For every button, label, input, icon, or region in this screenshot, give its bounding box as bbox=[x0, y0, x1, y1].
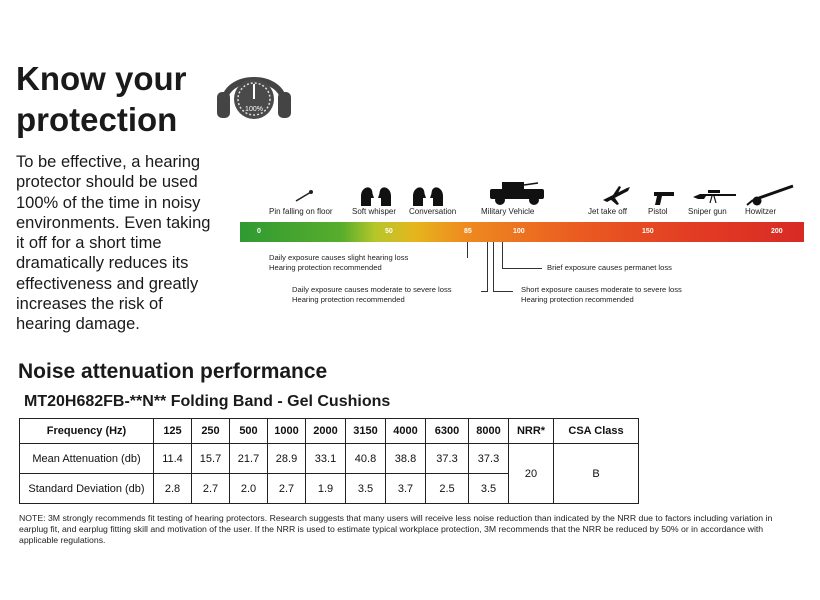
callout-line-85 bbox=[467, 242, 468, 258]
table-cell: 38.8 bbox=[386, 444, 426, 474]
note-brief-permanent: Brief exposure causes permanet loss bbox=[547, 263, 672, 272]
table-cell: 2.8 bbox=[154, 474, 192, 504]
header-cell: 250 bbox=[192, 419, 230, 444]
howitzer-icon bbox=[745, 184, 795, 206]
callout-line-brief bbox=[502, 242, 503, 269]
tick-200: 200 bbox=[771, 228, 783, 235]
header-cell: CSA Class bbox=[554, 419, 639, 444]
table-cell: 3.5 bbox=[346, 474, 386, 504]
pistol-icon bbox=[652, 190, 676, 206]
note-daily-moderate bbox=[292, 285, 452, 305]
footnote: NOTE: 3M strongly recommends fit testing of hearing protectors. Research suggests that many users will receive less noise reduction than indicated by the NRR due to factors including variation in earplug fit, and earplug fitting skill and motivation of the user. If the NRR is used to estimate typical workplace protection, 3M recommends that the NRR be reduced by 50% or in accordance with applicable regulations. bbox=[19, 513, 773, 545]
intro-text: To be effective, a hearing protector should be used 100% of the time in noisy environments. Even taking it off for a short time dramatically reduces its effectiveness and greatly increases the risk of hearing damage. bbox=[16, 153, 211, 334]
table-cell: 2.7 bbox=[268, 474, 306, 504]
tick-0: 0 bbox=[257, 228, 261, 235]
row-label: Mean Attenuation (db) bbox=[20, 444, 154, 474]
callout-line-moderate-tick bbox=[481, 291, 488, 292]
table-cell: 1.9 bbox=[306, 474, 346, 504]
row-label: Standard Deviation (db) bbox=[20, 474, 154, 504]
table-cell: 37.3 bbox=[469, 444, 509, 474]
table-cell: 15.7 bbox=[192, 444, 230, 474]
header-cell: 4000 bbox=[386, 419, 426, 444]
table-cell: 37.3 bbox=[426, 444, 469, 474]
source-jet-take-off: Jet take off bbox=[588, 207, 627, 216]
table-cell: 11.4 bbox=[154, 444, 192, 474]
note-short-moderate-line1: Short exposure causes moderate to severe loss bbox=[521, 285, 682, 294]
table-header-row bbox=[20, 419, 639, 444]
headphones-icon bbox=[212, 54, 296, 124]
header-cell: 8000 bbox=[469, 419, 509, 444]
header-cell: 6300 bbox=[426, 419, 469, 444]
headphone-badge: 100% bbox=[245, 106, 263, 113]
table-cell: 40.8 bbox=[346, 444, 386, 474]
page-title: Know your protection bbox=[16, 60, 187, 138]
source-soft-whisper: Soft whisper bbox=[352, 207, 397, 216]
table-cell: 28.9 bbox=[268, 444, 306, 474]
military-vehicle-icon bbox=[488, 180, 546, 206]
source-conversation: Conversation bbox=[409, 207, 457, 216]
product-title: MT20H682FB-**N** Folding Band - Gel Cushions bbox=[24, 393, 391, 410]
tick-50: 50 bbox=[385, 228, 393, 235]
note-daily-moderate-line1: Daily exposure causes moderate to severe loss bbox=[292, 285, 452, 294]
attenuation-table bbox=[19, 418, 639, 504]
tick-100: 100 bbox=[513, 228, 525, 235]
callout-line-short-tick bbox=[493, 291, 513, 292]
source-howitzer: Howitzer bbox=[745, 207, 777, 216]
table-cell: 21.7 bbox=[230, 444, 268, 474]
whisper-heads-icon bbox=[358, 184, 394, 206]
csa-class-cell: B bbox=[554, 444, 639, 504]
note-daily-slight bbox=[269, 253, 408, 273]
pin-icon bbox=[293, 188, 315, 204]
source-pistol: Pistol bbox=[648, 207, 668, 216]
header-cell: 500 bbox=[230, 419, 268, 444]
header-cell: 2000 bbox=[306, 419, 346, 444]
header-cell: 125 bbox=[154, 419, 192, 444]
table-cell: 3.7 bbox=[386, 474, 426, 504]
section-title: Noise attenuation performance bbox=[18, 360, 328, 383]
callout-line-moderate bbox=[487, 242, 488, 292]
table-cell: 2.5 bbox=[426, 474, 469, 504]
conversation-heads-icon bbox=[410, 184, 446, 206]
table-cell: 2.7 bbox=[192, 474, 230, 504]
table-cell: 3.5 bbox=[469, 474, 509, 504]
note-daily-slight-line2: Hearing protection recommended bbox=[269, 263, 382, 272]
header-cell: NRR* bbox=[509, 419, 554, 444]
tick-150: 150 bbox=[642, 228, 654, 235]
callout-line-brief-tick bbox=[502, 268, 542, 269]
table-cell: 2.0 bbox=[230, 474, 268, 504]
header-cell: 1000 bbox=[268, 419, 306, 444]
note-short-moderate bbox=[521, 285, 682, 305]
tick-85: 85 bbox=[464, 228, 472, 235]
note-short-moderate-line2: Hearing protection recommended bbox=[521, 295, 634, 304]
source-military-vehicle: Military Vehicle bbox=[481, 207, 535, 216]
table-row bbox=[20, 444, 639, 474]
source-sniper-gun: Sniper gun bbox=[688, 207, 727, 216]
sniper-gun-icon bbox=[692, 188, 738, 204]
jet-icon bbox=[601, 184, 631, 206]
note-daily-slight-line1: Daily exposure causes slight hearing loss bbox=[269, 253, 409, 262]
table-cell: 33.1 bbox=[306, 444, 346, 474]
nrr-cell: 20 bbox=[509, 444, 554, 504]
note-daily-moderate-line2: Hearing protection recommended bbox=[292, 295, 405, 304]
header-cell: Frequency (Hz) bbox=[20, 419, 154, 444]
source-pin-falling: Pin falling on floor bbox=[269, 207, 333, 216]
callout-line-short bbox=[493, 242, 494, 292]
header-cell: 3150 bbox=[346, 419, 386, 444]
